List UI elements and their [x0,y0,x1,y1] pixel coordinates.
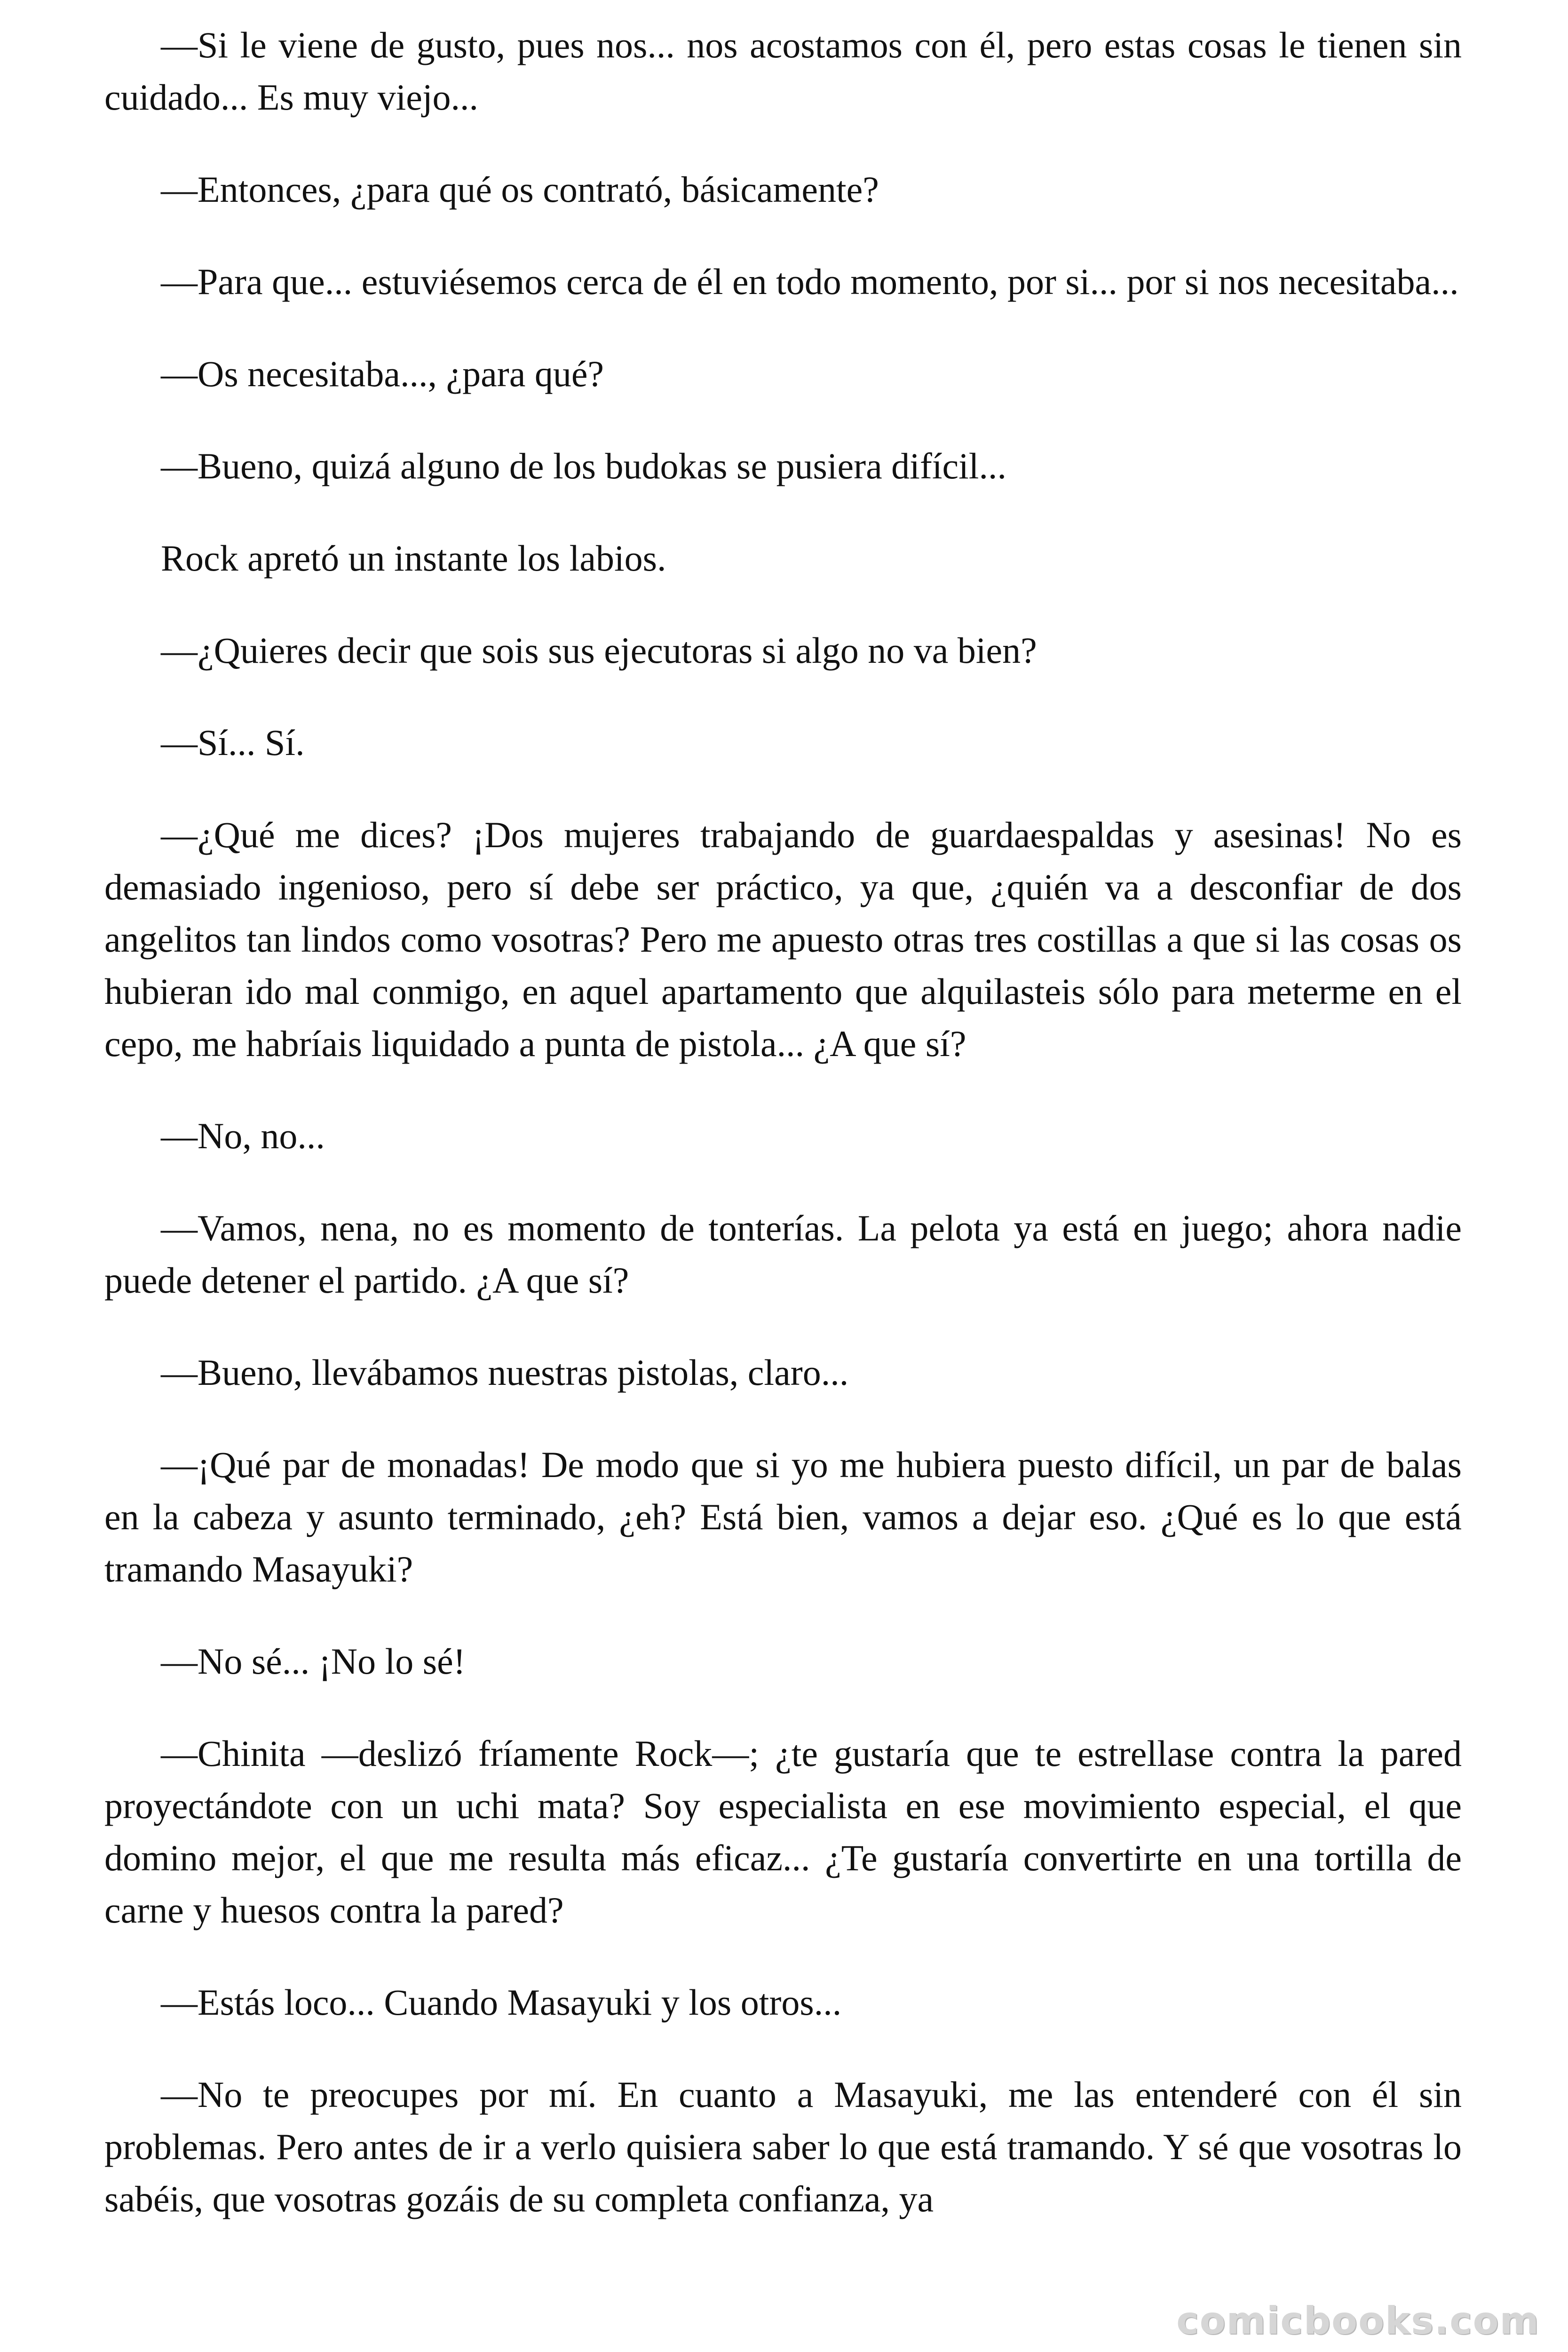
paragraph: Rock apretó un instante los labios. [161,538,666,579]
paragraph: —Sí... Sí. [161,722,305,763]
paragraph: —Bueno, quizá alguno de los budokas se pusiera difícil... [161,445,1006,486]
watermark-logo: comicbooks.com [1176,2299,1540,2343]
paragraph: —¡Qué par de monadas! De modo que si yo me hubiera puesto difícil, un par de balas en la cabeza y asunto terminado, ¿eh? Está bien, vamos a dejar eso. ¿Qué es lo que está tramando Masayuki? [104,1444,1462,1589]
paragraph: —Para que... estuviésemos cerca de él en todo momento, por si... por si nos necesitaba... [161,261,1459,302]
paragraph: —Vamos, nena, no es momento de tonterías. La pelota ya está en juego; ahora nadie puede detener el partido. ¿A que sí? [104,1208,1462,1301]
paragraph: —Os necesitaba..., ¿para qué? [161,353,604,394]
paragraph: —No te preocupes por mí. En cuanto a Masayuki, me las entenderé con él sin problemas. Pero antes de ir a verlo quisiera saber lo que está tramando. Y sé que vosotras lo sabéis, que vosotras gozáis de su completa confianza, ya [104,2074,1462,2219]
paragraph: —¿Quieres decir que sois sus ejecutoras si algo no va bien? [161,630,1037,671]
paragraph: —Estás loco... Cuando Masayuki y los otros... [161,1982,842,2023]
paragraph: —Si le viene de gusto, pues nos... nos acostamos con él, pero estas cosas le tienen sin cuidado... Es muy viejo... [104,24,1462,118]
paragraph: —No sé... ¡No lo sé! [161,1641,466,1682]
document-page [104,19,1462,2352]
paragraph: —No, no... [161,1115,325,1156]
paragraph: —Bueno, llevábamos nuestras pistolas, claro... [161,1352,849,1393]
paragraph: —Entonces, ¿para qué os contrató, básicamente? [161,169,879,210]
paragraph: —¿Qué me dices? ¡Dos mujeres trabajando de guardaespaldas y asesinas! No es demasiado ingenioso, pero sí debe ser práctico, ya que, ¿quién va a desconfiar de dos angelitos tan lindos como vosotras? Pero me apuesto otras tres costillas a que si las cosas os hubieran ido mal conmigo, en aquel apartamento que alquilasteis sólo para meterme en el cepo, me habríais liquidado a punta de pistola... ¿A que sí? [104,814,1462,1064]
paragraph: —Chinita —deslizó fríamente Rock—; ¿te gustaría que te estrellase contra la pared proyectándote con un uchi mata? Soy especialista en ese movimiento especial, el que domino mejor, el que me resulta más eficaz... ¿Te gustaría convertirte en una tortilla de carne y huesos contra la pared? [104,1733,1462,1931]
